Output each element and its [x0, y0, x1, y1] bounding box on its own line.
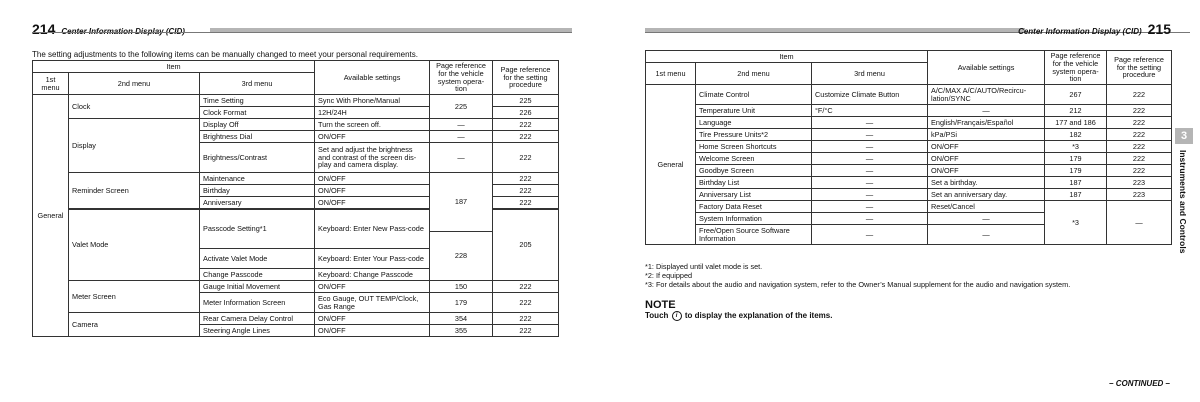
- menu2-cell: Climate Control: [696, 85, 812, 105]
- settings-cell: ON/OFF: [315, 173, 430, 185]
- header-menu2: 2nd menu: [69, 73, 200, 95]
- settings-cell: —: [928, 105, 1045, 117]
- settings-cell: ON/OFF: [315, 313, 430, 325]
- settings-cell: Sync With Phone/Manual: [315, 95, 430, 107]
- menu3-cell: Brightness/Contrast: [200, 143, 315, 173]
- section-title: Center Information Display (CID): [61, 27, 185, 36]
- ref-proc-cell: 222: [493, 313, 559, 325]
- ref-proc-cell: —: [1107, 201, 1172, 245]
- ref-proc-cell: 222: [493, 197, 559, 209]
- ref-op-cell: 225: [430, 95, 493, 119]
- ref-proc-cell: 222: [1107, 129, 1172, 141]
- settings-cell: English/Français/Español: [928, 117, 1045, 129]
- menu2-cell: System Information: [696, 213, 812, 225]
- menu3-cell: °F/°C: [812, 105, 928, 117]
- menu3-cell: Change Passcode: [200, 269, 315, 281]
- menu2-cell: Camera: [69, 313, 200, 337]
- ref-op-cell: 354: [430, 313, 493, 325]
- table-row: [646, 153, 1172, 165]
- ref-op-cell: *3: [1045, 141, 1107, 153]
- menu3-cell: Meter Information Screen: [200, 293, 315, 313]
- menu2-cell: Factory Data Reset: [696, 201, 812, 213]
- ref-proc-cell: 205: [493, 210, 559, 281]
- table-row: [646, 189, 1172, 201]
- settings-cell: Keyboard: Enter Your Pass-code: [315, 249, 430, 269]
- info-icon: i: [672, 311, 682, 321]
- table-row: [646, 165, 1172, 177]
- menu3-cell: Maintenance: [200, 173, 315, 185]
- settings-cell: ON/OFF: [315, 131, 430, 143]
- menu2-cell: Goodbye Screen: [696, 165, 812, 177]
- settings-cell: Turn the screen off.: [315, 119, 430, 131]
- note-text-post: to display the explanation of the items.: [684, 311, 833, 321]
- ref-proc-cell: 225: [493, 95, 559, 107]
- menu3-cell: Birthday: [200, 185, 315, 197]
- menu3-cell: Passcode Setting*1: [200, 210, 315, 249]
- header-ref-op: Page reference for the vehicle system opera-tion: [430, 61, 493, 95]
- settings-cell: Eco Gauge, OUT TEMP/Clock, Gas Range: [315, 293, 430, 313]
- menu3-cell: —: [812, 225, 928, 245]
- menu3-cell: Time Setting: [200, 95, 315, 107]
- ref-op-merged: [430, 173, 493, 281]
- footnote: *1: Displayed until valet mode is set.: [645, 262, 763, 271]
- header-rule: [32, 32, 572, 33]
- menu2-cell: Welcome Screen: [696, 153, 812, 165]
- left-page-header: [32, 21, 185, 37]
- settings-cell: ON/OFF: [315, 197, 430, 209]
- ref-op-cell: 187: [1045, 177, 1107, 189]
- header-ref-op: Page reference for the vehicle system opera-tion: [1045, 51, 1107, 85]
- ref-op-cell: —: [430, 143, 493, 173]
- ref-proc-cell: 223: [1107, 177, 1172, 189]
- footnotes: [645, 263, 1070, 289]
- section-title: Center Information Display (CID): [1018, 27, 1142, 36]
- ref-op-cell: 182: [1045, 129, 1107, 141]
- menu3-cell: —: [812, 117, 928, 129]
- table-row: [33, 281, 559, 293]
- ref-proc-cell: 222: [1107, 165, 1172, 177]
- table-row: [33, 119, 559, 131]
- table-row: [646, 85, 1172, 105]
- menu3-cell: —: [812, 165, 928, 177]
- ref-proc-cell: 222: [1107, 153, 1172, 165]
- menu2-cell: Tire Pressure Units*2: [696, 129, 812, 141]
- ref-op-cell: *3: [1045, 201, 1107, 245]
- menu3-cell: —: [812, 213, 928, 225]
- table-row: [646, 177, 1172, 189]
- header-settings: Available settings: [315, 61, 430, 95]
- settings-cell: ON/OFF: [315, 325, 430, 337]
- ref-proc-cell: 222: [1107, 141, 1172, 153]
- ref-proc-cell: 222: [1107, 117, 1172, 129]
- footnote: *2: If equipped: [645, 270, 693, 280]
- table-row: [33, 95, 559, 107]
- continued-label: – CONTINUED –: [1109, 379, 1170, 388]
- menu3-cell: —: [812, 201, 928, 213]
- menu2-cell: Valet Mode: [69, 210, 200, 281]
- settings-cell: Set and adjust the brightness and contrast of the screen dis-play and camera display.: [315, 143, 430, 173]
- header-menu3: 3rd menu: [812, 63, 928, 85]
- settings-cell: —: [928, 225, 1045, 245]
- menu2-cell: Anniversary List: [696, 189, 812, 201]
- menu3-cell: Brightness Dial: [200, 131, 315, 143]
- menu2-cell: Display: [69, 119, 200, 173]
- chapter-title-tab: Instruments and Controls: [1178, 150, 1188, 254]
- ref-op-cell: 179: [430, 293, 493, 313]
- ref-proc-cell: 222: [493, 185, 559, 197]
- page-number: 215: [1147, 21, 1171, 37]
- ref-op-cell: 267: [1045, 85, 1107, 105]
- menu2-cell: Clock: [69, 95, 200, 119]
- settings-cell: ON/OFF: [928, 141, 1045, 153]
- header-ref-proc: Page reference for the setting procedure: [493, 61, 559, 95]
- table-row: [33, 173, 559, 185]
- note-body: [645, 311, 832, 321]
- settings-cell: kPa/PSi: [928, 129, 1045, 141]
- menu2-cell: Home Screen Shortcuts: [696, 141, 812, 153]
- menu3-cell: Activate Valet Mode: [200, 249, 315, 269]
- table-row: [646, 141, 1172, 153]
- table-row: [646, 105, 1172, 117]
- header-item: Item: [646, 51, 928, 63]
- ref-op-cell: —: [430, 119, 493, 131]
- ref-op-cell: 150: [430, 281, 493, 293]
- header-ref-proc: Page reference for the setting procedure: [1107, 51, 1172, 85]
- ref-op-cell: 212: [1045, 105, 1107, 117]
- header-menu3: 3rd menu: [200, 73, 315, 95]
- header-menu1: 1st menu: [33, 73, 69, 95]
- ref-proc-cell: 222: [493, 325, 559, 337]
- menu3-cell: —: [812, 129, 928, 141]
- ref-op-cell: 179: [1045, 165, 1107, 177]
- ref-proc-cell: 222: [1107, 85, 1172, 105]
- ref-proc-cell: 223: [1107, 189, 1172, 201]
- menu2-cell: Birthday List: [696, 177, 812, 189]
- settings-cell: ON/OFF: [928, 165, 1045, 177]
- right-page-header: [1018, 21, 1171, 37]
- chapter-number-tab: 3: [1175, 128, 1193, 144]
- menu3-cell: Display Off: [200, 119, 315, 131]
- menu2-cell: Language: [696, 117, 812, 129]
- menu3-cell: Rear Camera Delay Control: [200, 313, 315, 325]
- settings-cell: Keyboard: Change Passcode: [315, 269, 430, 281]
- settings-cell: Reset/Cancel: [928, 201, 1045, 213]
- ref-proc-cell: 222: [493, 131, 559, 143]
- ref-proc-cell: 226: [493, 107, 559, 119]
- menu2-cell: Free/Open Source Software Information: [696, 225, 812, 245]
- settings-cell: Set a birthday.: [928, 177, 1045, 189]
- menu1-cell: General: [646, 85, 696, 245]
- ref-proc-cell: 222: [493, 119, 559, 131]
- settings-table-left: [32, 60, 559, 337]
- header-menu1: 1st menu: [646, 63, 696, 85]
- ref-proc-cell: 222: [493, 173, 559, 185]
- menu3-cell: Steering Angle Lines: [200, 325, 315, 337]
- settings-cell: —: [928, 213, 1045, 225]
- menu3-cell: Clock Format: [200, 107, 315, 119]
- settings-cell: 12H/24H: [315, 107, 430, 119]
- header-menu2: 2nd menu: [696, 63, 812, 85]
- settings-cell: Keyboard: Enter New Pass-code: [315, 210, 430, 249]
- table-row: [33, 313, 559, 325]
- ref-proc-cell: 222: [493, 281, 559, 293]
- note-title: NOTE: [645, 299, 676, 311]
- menu2-cell: Temperature Unit: [696, 105, 812, 117]
- ref-op-cell: 177 and 186: [1045, 117, 1107, 129]
- ref-op-cell: —: [430, 131, 493, 143]
- menu1-cell: General: [33, 95, 69, 337]
- header-bar: [210, 28, 572, 32]
- settings-cell: ON/OFF: [315, 281, 430, 293]
- menu2-cell: Meter Screen: [69, 281, 200, 313]
- header-settings: Available settings: [928, 51, 1045, 85]
- menu3-cell: —: [812, 189, 928, 201]
- ref-proc-cell: 222: [493, 143, 559, 173]
- menu3-cell: —: [812, 177, 928, 189]
- menu2-cell: Reminder Screen: [69, 173, 200, 209]
- ref-op-cell: 355: [430, 325, 493, 337]
- ref-proc-cell: 222: [493, 293, 559, 313]
- footnote: *3: For details about the audio and navigation system, refer to the Owner’s Manual supplement for the audio and navigation system.: [645, 279, 1071, 289]
- table-row: [646, 117, 1172, 129]
- header-bar: [645, 28, 1025, 32]
- menu3-cell: —: [812, 141, 928, 153]
- menu3-cell: Anniversary: [200, 197, 315, 209]
- settings-cell: ON/OFF: [928, 153, 1045, 165]
- settings-cell: Set an anniversary day.: [928, 189, 1045, 201]
- ref-op-cell: 228: [454, 251, 468, 260]
- ref-op-cell: 187: [430, 173, 492, 232]
- table-row: [646, 201, 1172, 213]
- page-number: 214: [32, 21, 56, 37]
- settings-table-right: [645, 50, 1172, 245]
- menu3-cell: —: [812, 153, 928, 165]
- table-row: [646, 129, 1172, 141]
- menu3-cell: Customize Climate Button: [812, 85, 928, 105]
- header-item: Item: [33, 61, 315, 73]
- intro-text: The setting adjustments to the following items can be manually changed to meet your personal requirements.: [32, 50, 418, 59]
- ref-op-cell: 187: [1045, 189, 1107, 201]
- settings-cell: A/C/MAX A/C/AUTO/Recircu-lation/SYNC: [928, 85, 1045, 105]
- settings-cell: ON/OFF: [315, 185, 430, 197]
- ref-proc-cell: 222: [1107, 105, 1172, 117]
- menu3-cell: Gauge Initial Movement: [200, 281, 315, 293]
- note-text-pre: Touch: [645, 311, 669, 321]
- ref-op-cell: 179: [1045, 153, 1107, 165]
